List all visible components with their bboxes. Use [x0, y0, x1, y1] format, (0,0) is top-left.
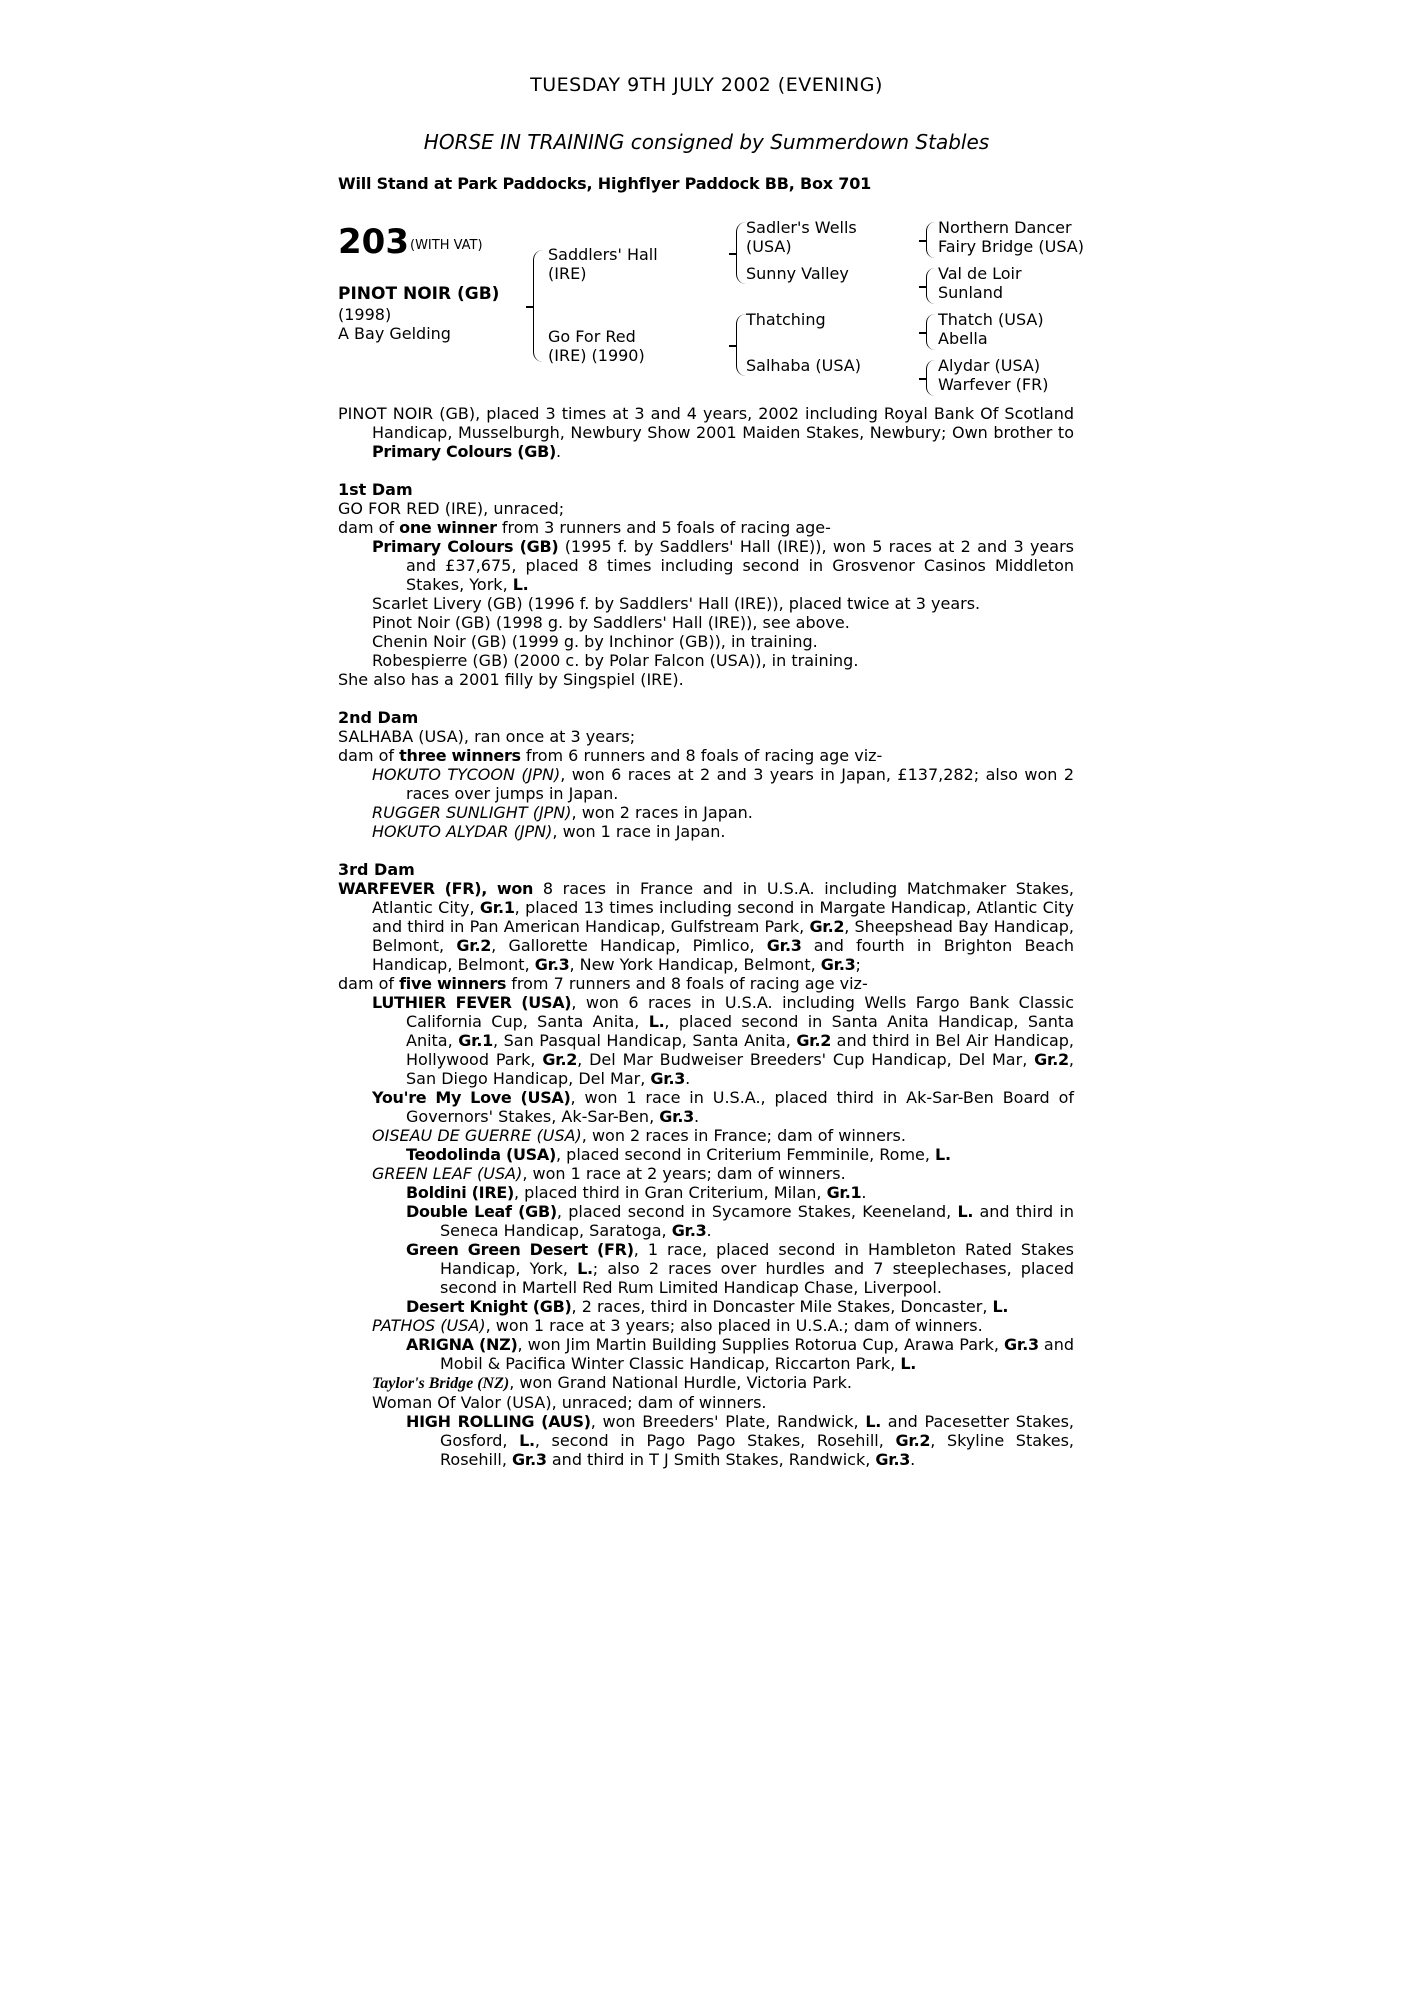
produce-entry: Taylor's Bridge (NZ), won Grand National Hurdle, Victoria Park. [372, 1373, 852, 1392]
grandproduce-entry: Boldini (IRE), placed third in Gran Criterium, Milan, Gr.1. [406, 1183, 867, 1202]
pedigree-brace [926, 268, 935, 304]
section-heading: 1st Dam [338, 480, 413, 499]
pedigree-g2: Fairy Bridge (USA) [938, 237, 1084, 256]
sale-date: TUESDAY 9TH JULY 2002 (EVENING) [530, 74, 883, 96]
pedigree-brace [926, 360, 935, 396]
produce-entry: Robespierre (GB) (2000 c. by Polar Falcon (USA)), in training. [372, 651, 859, 670]
grandproduce-entry: ARIGNA (NZ), won Jim Martin Building Supplies Rotorua Cup, Arawa Park, Gr.3 and Mobil & Pacifica Winter Classic Handicap, Riccarton Park, L. [406, 1335, 1075, 1373]
pedigree-dam-sire: Thatching [746, 310, 826, 329]
pedigree-brace [926, 314, 935, 350]
section-heading: 3rd Dam [338, 860, 415, 879]
pedigree-g6: Abella [938, 329, 988, 348]
pedigree-dam-dam: Salhaba (USA) [746, 356, 861, 375]
pedigree-sire-dam: Sunny Valley [746, 264, 849, 283]
dam-line: SALHABA (USA), ran once at 3 years; [338, 727, 636, 746]
produce-entry: HOKUTO ALYDAR (JPN), won 1 race in Japan. [372, 822, 726, 841]
dam-produce-summary: dam of three winners from 6 runners and 8 foals of racing age viz- [338, 746, 883, 765]
dam-produce-summary: dam of one winner from 3 runners and 5 foals of racing age- [338, 518, 831, 537]
grandproduce-entry: Double Leaf (GB), placed second in Sycamore Stakes, Keeneland, L. and third in Seneca Handicap, Saratoga, Gr.3. [406, 1202, 1074, 1240]
pedigree-brace [533, 250, 544, 362]
dam-line: GO FOR RED (IRE), unraced; [338, 499, 565, 518]
horse-name: PINOT NOIR (GB) [338, 284, 500, 304]
consignment-line: HORSE IN TRAINING consigned by Summerdown Stables [423, 130, 990, 154]
horse-year: (1998) [338, 305, 392, 324]
produce-entry: You're My Love (USA), won 1 race in U.S.A., placed third in Ak-Sar-Ben Board of Governors' Stakes, Ak-Sar-Ben, Gr.3. [372, 1088, 1074, 1126]
produce-entry: Woman Of Valor (USA), unraced; dam of winners. [372, 1393, 767, 1412]
intro-paragraph: PINOT NOIR (GB), placed 3 times at 3 and 4 years, 2002 including Royal Bank Of Scotland Handicap, Musselburgh, Newbury Show 2001 Maiden Stakes, Newbury; Own brother to Primary Colours (GB). [338, 404, 1074, 461]
pedigree-g1: Northern Dancer [938, 218, 1072, 237]
produce-entry: GREEN LEAF (USA), won 1 race at 2 years; dam of winners. [372, 1164, 846, 1183]
section-heading: 2nd Dam [338, 708, 419, 727]
pedigree-dam: Go For Red (IRE) (1990) [548, 327, 645, 365]
stand-location: Will Stand at Park Paddocks, Highflyer Paddock BB, Box 701 [338, 174, 872, 193]
produce-entry: HOKUTO TYCOON (JPN), won 6 races at 2 and 3 years in Japan, £137,282; also won 2 races over jumps in Japan. [372, 765, 1075, 803]
produce-entry: OISEAU DE GUERRE (USA), won 2 races in France; dam of winners. [372, 1126, 906, 1145]
produce-entry: PATHOS (USA), won 1 race at 3 years; also placed in U.S.A.; dam of winners. [372, 1316, 983, 1335]
produce-entry: Pinot Noir (GB) (1998 g. by Saddlers' Hall (IRE)), see above. [372, 613, 850, 632]
dam-produce-summary: dam of five winners from 7 runners and 8 foals of racing age viz- [338, 974, 868, 993]
lot-number: 203 [338, 222, 409, 262]
pedigree-brace [926, 222, 935, 258]
grandproduce-entry: Teodolinda (USA), placed second in Criterium Femminile, Rome, L. [406, 1145, 951, 1164]
pedigree-g3: Val de Loir [938, 264, 1022, 283]
produce-entry: Primary Colours (GB) (1995 f. by Saddlers' Hall (IRE)), won 5 races at 2 and 3 years and £37,675, placed 8 times including second in Grosvenor Casinos Middleton Stakes, York, L. [372, 537, 1074, 594]
pedigree-g5: Thatch (USA) [938, 310, 1044, 329]
produce-entry: LUTHIER FEVER (USA), won 6 races in U.S.A. including Wells Fargo Bank Classic California Cup, Santa Anita, L., placed second in Santa Anita Handicap, Santa Anita, Gr.1, San Pasqual Handicap, Santa Anita, Gr.2 and third in Bel Air Handicap, Hollywood Park, Gr.2, Del Mar Budweiser Breeders' Cup Handicap, Del Mar, Gr.2, San Diego Handicap, Del Mar, Gr.3. [372, 993, 1075, 1088]
grandproduce-entry: Desert Knight (GB), 2 races, third in Doncaster Mile Stakes, Doncaster, L. [406, 1297, 1009, 1316]
pedigree-g8: Warfever (FR) [938, 375, 1049, 394]
vat-note: (WITH VAT) [410, 238, 483, 253]
pedigree-g4: Sunland [938, 283, 1003, 302]
pedigree-g7: Alydar (USA) [938, 356, 1041, 375]
produce-entry: Scarlet Livery (GB) (1996 f. by Saddlers' Hall (IRE)), placed twice at 3 years. [372, 594, 981, 613]
produce-entry: RUGGER SUNLIGHT (JPN), won 2 races in Japan. [372, 803, 753, 822]
grandproduce-entry: HIGH ROLLING (AUS), won Breeders' Plate, Randwick, L. and Pacesetter Stakes, Gosford, L., second in Pago Pago Stakes, Rosehill, Gr.2, Skyline Stakes, Rosehill, Gr.3 and third in T J Smith Stakes, Randwick, Gr.3. [406, 1412, 1074, 1469]
produce-entry: Chenin Noir (GB) (1999 g. by Inchinor (GB)), in training. [372, 632, 818, 651]
dam-note: She also has a 2001 filly by Singspiel (IRE). [338, 670, 684, 689]
pedigree-sire: Saddlers' Hall (IRE) [548, 245, 658, 283]
horse-description: A Bay Gelding [338, 324, 451, 343]
pedigree-sire-sire: Sadler's Wells (USA) [746, 218, 857, 256]
grandproduce-entry: Green Green Desert (FR), 1 race, placed second in Hambleton Rated Stakes Handicap, York, L.; also 2 races over hurdles and 7 steeplechases, placed second in Martell Red Rum Limited Handicap Chase, Liverpool. [406, 1240, 1075, 1297]
catalogue-body [338, 404, 1074, 1469]
dam-record: WARFEVER (FR), won 8 races in France and in U.S.A. including Matchmaker Stakes, Atlantic City, Gr.1, placed 13 times including second in Margate Handicap, Atlantic City and third in Pan American Handicap, Gulfstream Park, Gr.2, Sheepshead Bay Handicap, Belmont, Gr.2, Gallorette Handicap, Pimlico, Gr.3 and fourth in Brighton Beach Handicap, Belmont, Gr.3, New York Handicap, Belmont, Gr.3; [338, 879, 1075, 974]
